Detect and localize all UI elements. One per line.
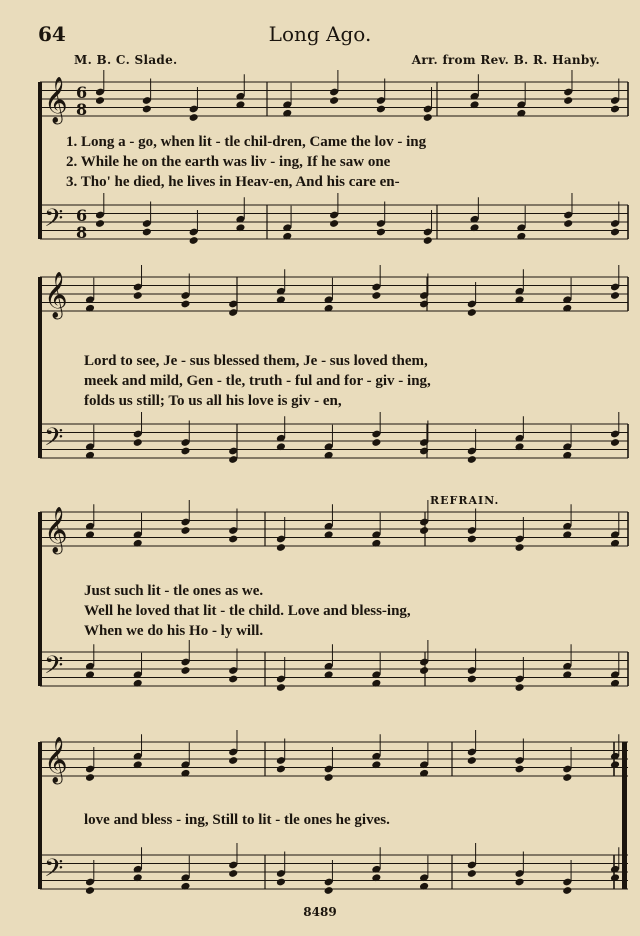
note-head — [276, 765, 286, 774]
note-head — [467, 869, 477, 878]
time-signature-numerator: 6 — [76, 206, 88, 225]
lyric-line: Well he loved that lit - tle child. Love and bless-ing, — [84, 603, 411, 619]
note-head — [276, 683, 286, 692]
note-head — [142, 228, 152, 237]
note-head — [467, 535, 477, 544]
lyric-line: Lord to see, Je - sus blessed them, Je - sus loved them, — [84, 353, 428, 369]
note-head — [95, 219, 105, 228]
note-head — [610, 291, 620, 300]
note-head — [324, 886, 334, 895]
time-signature-numerator: 6 — [76, 83, 88, 102]
note-head — [189, 113, 199, 122]
note-head — [467, 675, 477, 684]
lyric-line: 3. Tho' he died, he lives in Heav-en, And his care en- — [66, 174, 400, 190]
note-head — [85, 773, 95, 782]
note-head — [562, 886, 572, 895]
note-head — [228, 535, 238, 544]
bass-clef: 𝄢 — [44, 651, 64, 686]
note-head — [180, 447, 190, 456]
note-head — [142, 105, 152, 114]
note-head — [467, 756, 477, 765]
note-head — [376, 105, 386, 114]
note-head — [371, 438, 381, 447]
lyric-line: Just such lit - tle ones as we. — [84, 583, 264, 599]
arranger-credit: Arr. from Rev. B. R. Hanby. — [411, 53, 600, 67]
lyric-line: 1. Long a - go, when lit - tle chil-dren, Came the lov - ing — [66, 134, 427, 150]
bass-clef: 𝄢 — [44, 204, 64, 239]
note-head — [419, 447, 429, 456]
note-head — [467, 455, 477, 464]
lyric-line: meek and mild, Gen - tle, truth - ful and for - giv - ing, — [84, 373, 431, 389]
note-head — [371, 291, 381, 300]
time-signature-denominator: 8 — [76, 100, 88, 119]
note-head — [563, 96, 573, 105]
note-head — [329, 219, 339, 228]
note-head — [423, 236, 433, 245]
note-head — [467, 308, 477, 317]
refrain-label: REFRAIN. — [430, 494, 500, 507]
note-head — [515, 765, 525, 774]
note-head — [419, 300, 429, 309]
note-head — [329, 96, 339, 105]
note-head — [515, 543, 525, 552]
note-head — [180, 526, 190, 535]
note-head — [85, 886, 95, 895]
note-head — [180, 666, 190, 675]
treble-clef: 𝄞 — [44, 507, 68, 553]
note-head — [324, 773, 334, 782]
note-head — [133, 438, 143, 447]
note-head — [562, 773, 572, 782]
bass-clef: 𝄢 — [44, 854, 64, 889]
final-bar-line — [622, 742, 627, 889]
time-signature-denominator: 8 — [76, 223, 88, 242]
note-head — [228, 869, 238, 878]
lyric-line: folds us still; To us all his love is giv - en, — [84, 393, 342, 409]
note-head — [423, 113, 433, 122]
author-credit: M. B. C. Slade. — [74, 53, 178, 67]
note-head — [133, 291, 143, 300]
note-head — [276, 543, 286, 552]
treble-clef: 𝄞 — [44, 737, 68, 783]
note-head — [180, 300, 190, 309]
note-head — [228, 756, 238, 765]
note-head — [419, 666, 429, 675]
note-head — [563, 219, 573, 228]
treble-clef: 𝄞 — [44, 272, 68, 318]
note-head — [95, 96, 105, 105]
note-head — [228, 675, 238, 684]
bass-clef: 𝄢 — [44, 423, 64, 458]
note-head — [610, 105, 620, 114]
note-head — [276, 878, 286, 887]
note-head — [515, 878, 525, 887]
note-head — [376, 228, 386, 237]
plate-number: 8489 — [303, 905, 337, 919]
lyric-line: When we do his Ho - ly will. — [84, 623, 264, 639]
lyric-line: 2. While he on the earth was liv - ing, If he saw one — [66, 154, 391, 170]
lyric-line: love and bless - ing, Still to lit - tle ones he gives. — [84, 812, 390, 828]
hymn-title: Long Ago. — [268, 22, 372, 46]
note-head — [515, 683, 525, 692]
page-number: 64 — [38, 22, 66, 46]
note-head — [419, 526, 429, 535]
treble-clef: 𝄞 — [44, 77, 68, 123]
note-head — [610, 228, 620, 237]
note-head — [189, 236, 199, 245]
note-head — [610, 438, 620, 447]
